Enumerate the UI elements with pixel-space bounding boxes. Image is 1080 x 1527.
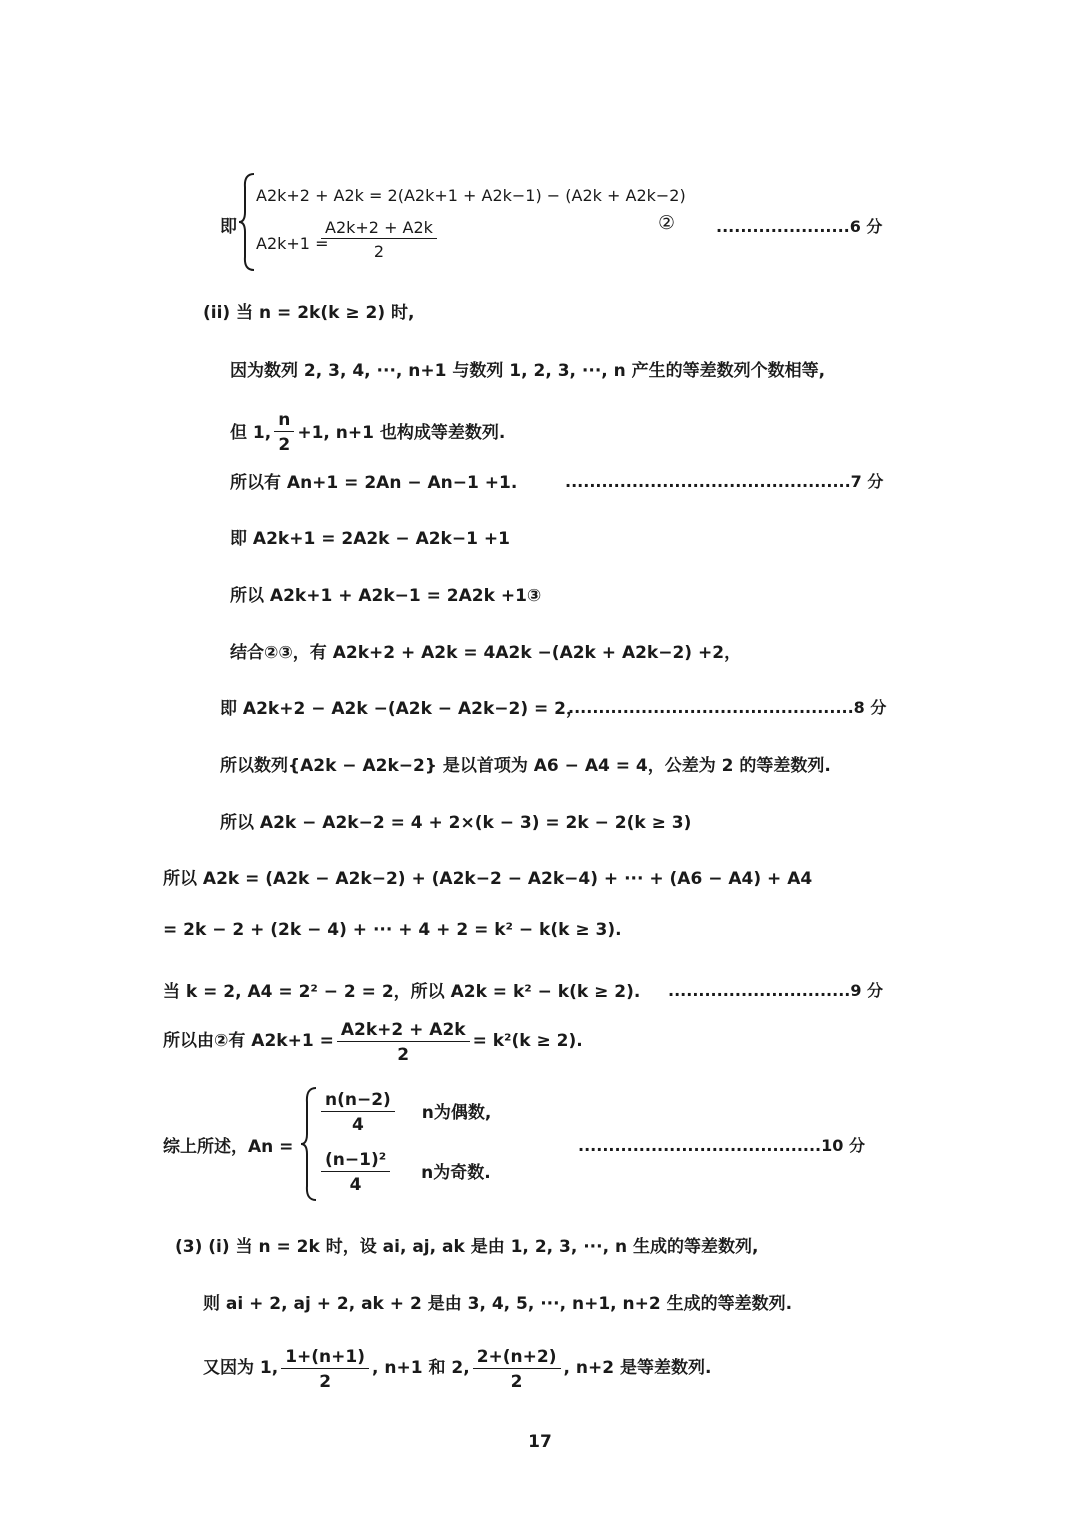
l12: 所以 A2k = (A2k − A2k−2) + (A2k−2 − A2k−4) + ··· + (A6 − A4) + A4 <box>163 869 813 889</box>
page-number: 17 <box>528 1432 552 1452</box>
l19-c: , n+2 是等差数列. <box>563 1358 712 1378</box>
l10: 所以数列{A2k − A2k−2} 是以首项为 A6 − A4 = 4，公差为 2 的等差数列. <box>220 756 831 776</box>
l19 <box>203 1347 711 1392</box>
l16-c1-den: 4 <box>351 1115 364 1135</box>
l19-num2: 2+(n+2) <box>473 1347 561 1369</box>
l16-case1 <box>318 1090 491 1135</box>
l1-frac-den: 2 <box>373 242 385 261</box>
l13: = 2k − 2 + (2k − 4) + ··· + 4 + 2 = k² − k(k ≥ 3). <box>163 920 622 940</box>
l16-prefix: 综上所述，An = <box>163 1137 294 1157</box>
l7: 所以 A2k+1 + A2k−1 = 2A2k +1③ <box>230 586 542 606</box>
l15 <box>163 1020 583 1065</box>
l14-score: ..............................9 分 <box>668 981 884 1000</box>
l16-c1-cond: n为偶数, <box>421 1102 492 1123</box>
l4-a: 但 1, <box>230 423 272 443</box>
l5: 所以有 An+1 = 2An − An−1 +1. <box>230 473 518 493</box>
l19-a: 又因为 1, <box>203 1358 279 1378</box>
l19-den1: 2 <box>319 1372 332 1392</box>
l4-b: +1, n+1 也构成等差数列. <box>297 423 506 443</box>
l8: 结合②③，有 A2k+2 + A2k = 4A2k −(A2k + A2k−2) +2， <box>230 643 742 663</box>
l16-score: ........................................10 分 <box>578 1136 865 1155</box>
l1-row2-frac <box>318 218 440 261</box>
l19-num1: 1+(n+1) <box>281 1347 369 1369</box>
l19-den2: 2 <box>510 1372 523 1392</box>
l5-score: ...............................................7 分 <box>565 472 884 491</box>
l4-den: 2 <box>278 435 291 455</box>
l6: 即 A2k+1 = 2A2k − A2k−1 +1 <box>230 529 510 549</box>
l15-num: A2k+2 + A2k <box>337 1020 470 1042</box>
l16-c2-num: (n−1)² <box>321 1150 390 1172</box>
l17: (3) (i) 当 n = 2k 时，设 ai, aj, ak 是由 1, 2, 3, ···, n 生成的等差数列, <box>175 1237 759 1257</box>
l4-num: n <box>274 410 294 432</box>
l1-frac-num: A2k+2 + A2k <box>321 218 437 239</box>
l1-tag: ② <box>658 212 676 234</box>
l1-score: ......................6 分 <box>716 217 883 236</box>
l4 <box>230 410 505 455</box>
l11: 所以 A2k − A2k−2 = 4 + 2×(k − 3) = 2k − 2(k ≥ 3) <box>220 813 692 833</box>
l1-row2-left: A2k+1 = <box>256 234 329 253</box>
l1-prefix: 即 <box>220 217 237 237</box>
l1-row1: A2k+2 + A2k = 2(A2k+1 + A2k−1) − (A2k + A2k−2) <box>256 186 686 205</box>
left-brace-2 <box>300 1086 318 1207</box>
l15-a: 所以由②有 A2k+1 = <box>163 1031 334 1051</box>
left-brace-1 <box>238 172 256 277</box>
l16-c2-den: 4 <box>349 1175 362 1195</box>
l18: 则 ai + 2, aj + 2, ak + 2 是由 3, 4, 5, ···, n+1, n+2 生成的等差数列. <box>203 1294 793 1314</box>
l9-score: ...............................................8 分 <box>568 698 887 717</box>
l9: 即 A2k+2 − A2k −(A2k − A2k−2) = 2， <box>220 699 584 719</box>
l15-b: = k²(k ≥ 2). <box>472 1031 583 1051</box>
l19-b: , n+1 和 2, <box>372 1358 470 1378</box>
l3: 因为数列 2, 3, 4, ···, n+1 与数列 1, 2, 3, ···, n 产生的等差数列个数相等, <box>230 361 826 381</box>
l16-case2 <box>318 1150 491 1195</box>
l16-c2-cond: n为奇数. <box>421 1162 491 1183</box>
l14: 当 k = 2, A4 = 2² − 2 = 2，所以 A2k = k² − k(k ≥ 2). <box>163 982 641 1002</box>
l16-c1-num: n(n−2) <box>321 1090 395 1112</box>
l15-den: 2 <box>397 1045 410 1065</box>
l2: (ii) 当 n = 2k(k ≥ 2) 时, <box>203 303 415 323</box>
